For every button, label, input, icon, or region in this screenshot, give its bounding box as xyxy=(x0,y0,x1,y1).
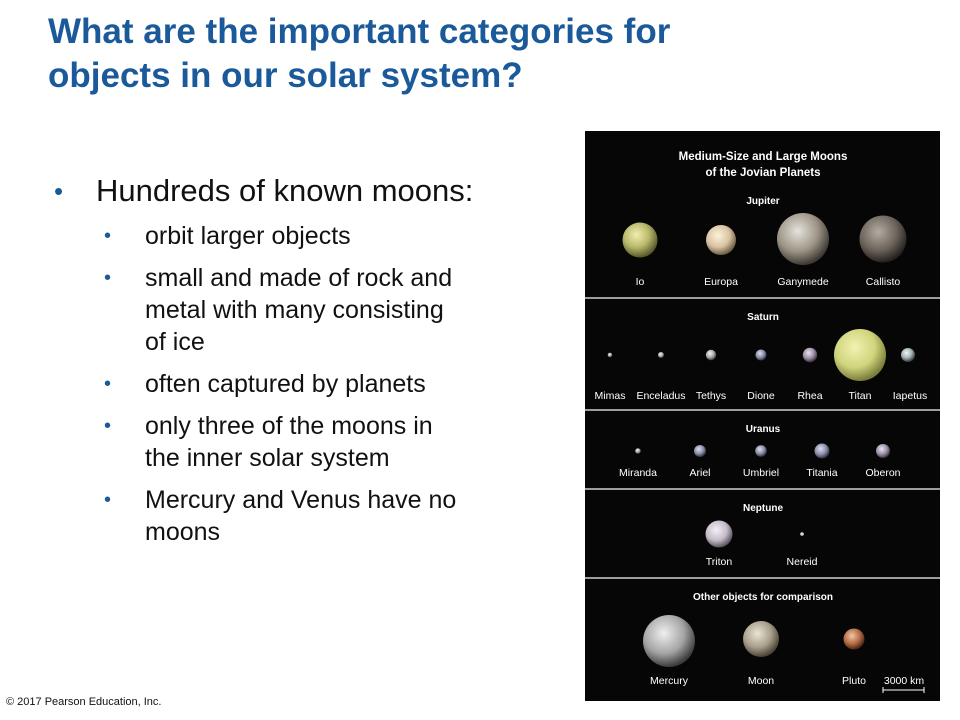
group-label-comparison: Other objects for comparison xyxy=(692,592,834,603)
moon-label: Callisto xyxy=(865,276,901,288)
moons-figure xyxy=(585,131,940,701)
slide-title xyxy=(48,10,868,98)
sub-bullet-line: orbit larger objects xyxy=(145,222,351,250)
group-label-uranus: Uranus xyxy=(745,424,781,435)
ariel-image xyxy=(694,445,706,457)
io-image xyxy=(623,223,658,258)
sub-bullet xyxy=(48,368,558,400)
group-label-neptune: Neptune xyxy=(743,503,783,514)
bullet-dot: • xyxy=(104,415,112,437)
sub-bullet-line: moons xyxy=(145,518,221,546)
moon-label: Ganymede xyxy=(777,276,829,288)
scale-bar-label: 3000 km xyxy=(883,675,925,687)
moon-label: Miranda xyxy=(619,467,657,479)
pluto-image xyxy=(844,629,865,650)
bullet-dot: • xyxy=(54,176,64,206)
sub-bullet xyxy=(48,262,558,358)
sub-bullet-line: the inner solar system xyxy=(145,444,390,472)
dione-image xyxy=(756,350,767,361)
moon-label: Ariel xyxy=(689,467,711,479)
bullet-dot: • xyxy=(104,225,112,247)
main-bullet xyxy=(48,172,558,210)
moon-label: Pluto xyxy=(842,675,866,687)
moon-label: Moon xyxy=(747,675,775,687)
nereid-image xyxy=(800,532,804,536)
europa-image xyxy=(706,225,736,255)
moon-label: Nereid xyxy=(786,556,818,568)
mimas-image xyxy=(608,353,613,358)
callisto-image xyxy=(860,216,907,263)
mercury-image xyxy=(643,615,695,667)
moon-label: Mimas xyxy=(594,390,626,402)
triton-image xyxy=(706,521,733,548)
moon-label: Umbriel xyxy=(742,467,780,479)
sub-bullet-line: Mercury and Venus have no xyxy=(145,486,457,514)
moon-label: Titania xyxy=(806,467,838,479)
moon-label: Io xyxy=(635,276,645,288)
sub-bullet-line: metal with many consisting xyxy=(145,296,444,324)
scale-bar xyxy=(883,687,924,693)
rhea-image xyxy=(803,348,817,362)
sub-bullet xyxy=(48,484,558,548)
moon-label: Dione xyxy=(747,390,775,402)
oberon-image xyxy=(876,444,890,458)
enceladus-image xyxy=(658,352,664,358)
moon-label: Mercury xyxy=(650,675,688,687)
miranda-image xyxy=(635,448,641,454)
sub-bullet-line: small and made of rock and xyxy=(145,264,453,292)
moon-label: Tethys xyxy=(695,390,727,402)
iapetus-image xyxy=(901,348,915,362)
main-bullet-text: Hundreds of known moons: xyxy=(96,173,474,208)
moon-label: Oberon xyxy=(865,467,901,479)
moon-label: Iapetus xyxy=(892,390,928,402)
sub-bullet xyxy=(48,410,558,474)
sub-bullet xyxy=(48,220,558,252)
moon-label: Europa xyxy=(704,276,738,288)
tethys-image xyxy=(706,350,716,360)
bullet-dot: • xyxy=(104,267,112,289)
moon-label: Rhea xyxy=(797,390,823,402)
title-line-2: objects in our solar system? xyxy=(48,56,523,95)
title-line-1: What are the important categories for xyxy=(48,12,671,51)
figure-title-line-2: of the Jovian Planets xyxy=(705,167,821,179)
ganymede-image xyxy=(777,213,829,265)
bullet-list xyxy=(48,172,558,554)
moon-label: Triton xyxy=(705,556,733,568)
titan-image xyxy=(834,329,886,381)
earth-moon-image xyxy=(743,621,779,657)
moon-label: Titan xyxy=(848,390,872,402)
group-label-jupiter: Jupiter xyxy=(746,196,780,207)
copyright-notice: © 2017 Pearson Education, Inc. xyxy=(6,696,162,708)
group-label-saturn: Saturn xyxy=(747,312,779,323)
umbriel-image xyxy=(755,445,767,457)
bullet-dot: • xyxy=(104,373,112,395)
figure-title-line-1: Medium-Size and Large Moons xyxy=(678,151,848,163)
bullet-dot: • xyxy=(104,489,112,511)
sub-bullet-line: only three of the moons in xyxy=(145,412,433,440)
sub-bullet-line: often captured by planets xyxy=(145,370,426,398)
moon-label: Enceladus xyxy=(636,390,686,402)
sub-bullet-line: of ice xyxy=(145,328,205,356)
titania-image xyxy=(815,444,830,459)
